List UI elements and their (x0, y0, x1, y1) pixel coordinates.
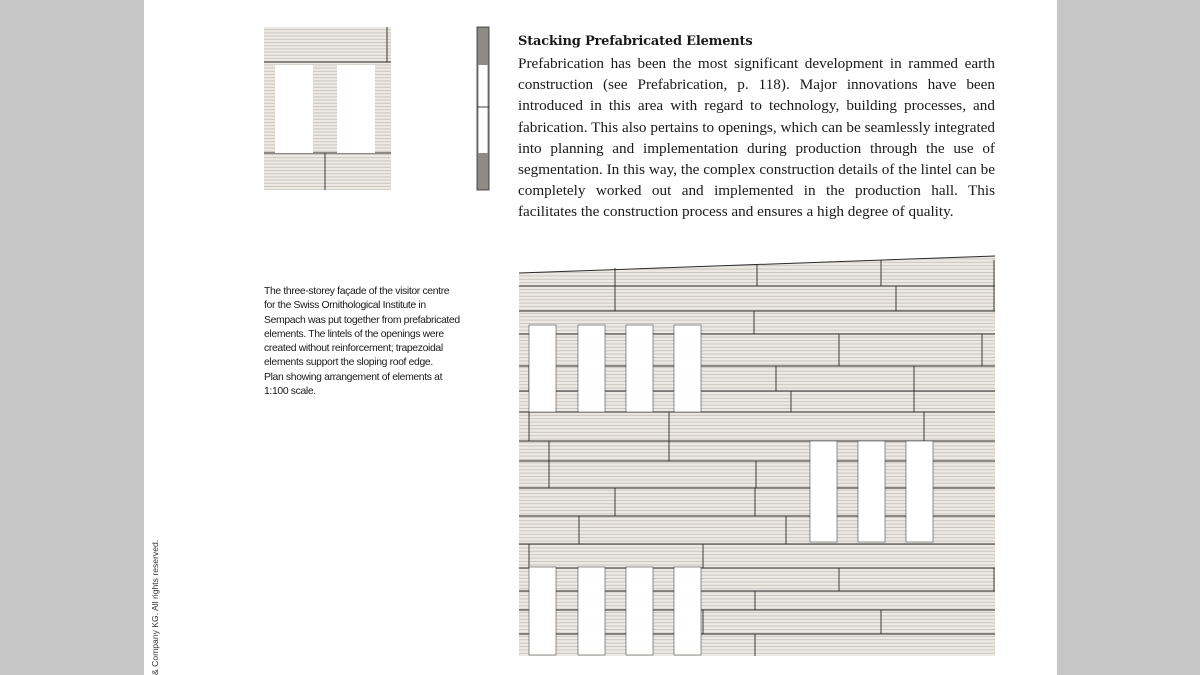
window-opening (578, 325, 605, 412)
caption-line: Plan showing arrangement of elements at (264, 371, 443, 383)
document-page (144, 0, 1057, 675)
window-opening (275, 65, 313, 153)
window-opening (529, 325, 556, 412)
caption-line: elements. The lintels of the openings were (264, 328, 444, 340)
window-opening (674, 567, 701, 655)
window-opening (529, 567, 556, 655)
body-paragraph: Prefabrication has been the most significant development in rammed earth construction (see Prefabrication, p. 118). Major innovations have been introduced in this area with regard to technology, building processes, and fabrication. This also pertains to openings, which can be seamlessly integrated into planning and implementation during production through the use of segmentation. In this way, the complex construction details of the lintel can be completely worked out and implemented in the production hall. This facilitates the construction process and ensures a high degree of quality. (518, 55, 995, 221)
window-opening (674, 325, 701, 412)
section-heading: Stacking Prefabricated Elements (518, 34, 753, 49)
section-opening (479, 65, 488, 153)
window-opening (578, 567, 605, 655)
window-opening (400, 65, 436, 153)
copyright-notice: & Company KG. All rights reserved. (150, 539, 160, 675)
window-opening (337, 65, 375, 153)
caption-line: elements support the sloping roof edge. (264, 357, 433, 369)
elevation-drawing-small (264, 27, 391, 190)
facade-elevation-drawing (519, 256, 995, 656)
section-drawing (477, 27, 491, 190)
window-opening (906, 441, 933, 542)
caption-line: created without reinforcement; trapezoidal (264, 343, 443, 355)
figure-caption (264, 285, 494, 399)
caption-line: The three-storey façade of the visitor centre (264, 286, 450, 297)
caption-line: 1:100 scale. (264, 386, 316, 398)
window-opening (858, 441, 885, 542)
window-opening (626, 567, 653, 655)
caption-line: Sempach was put together from prefabricated (264, 314, 460, 326)
window-opening (810, 441, 837, 542)
window-opening (626, 325, 653, 412)
caption-line: for the Swiss Ornithological Institute in (264, 300, 426, 312)
